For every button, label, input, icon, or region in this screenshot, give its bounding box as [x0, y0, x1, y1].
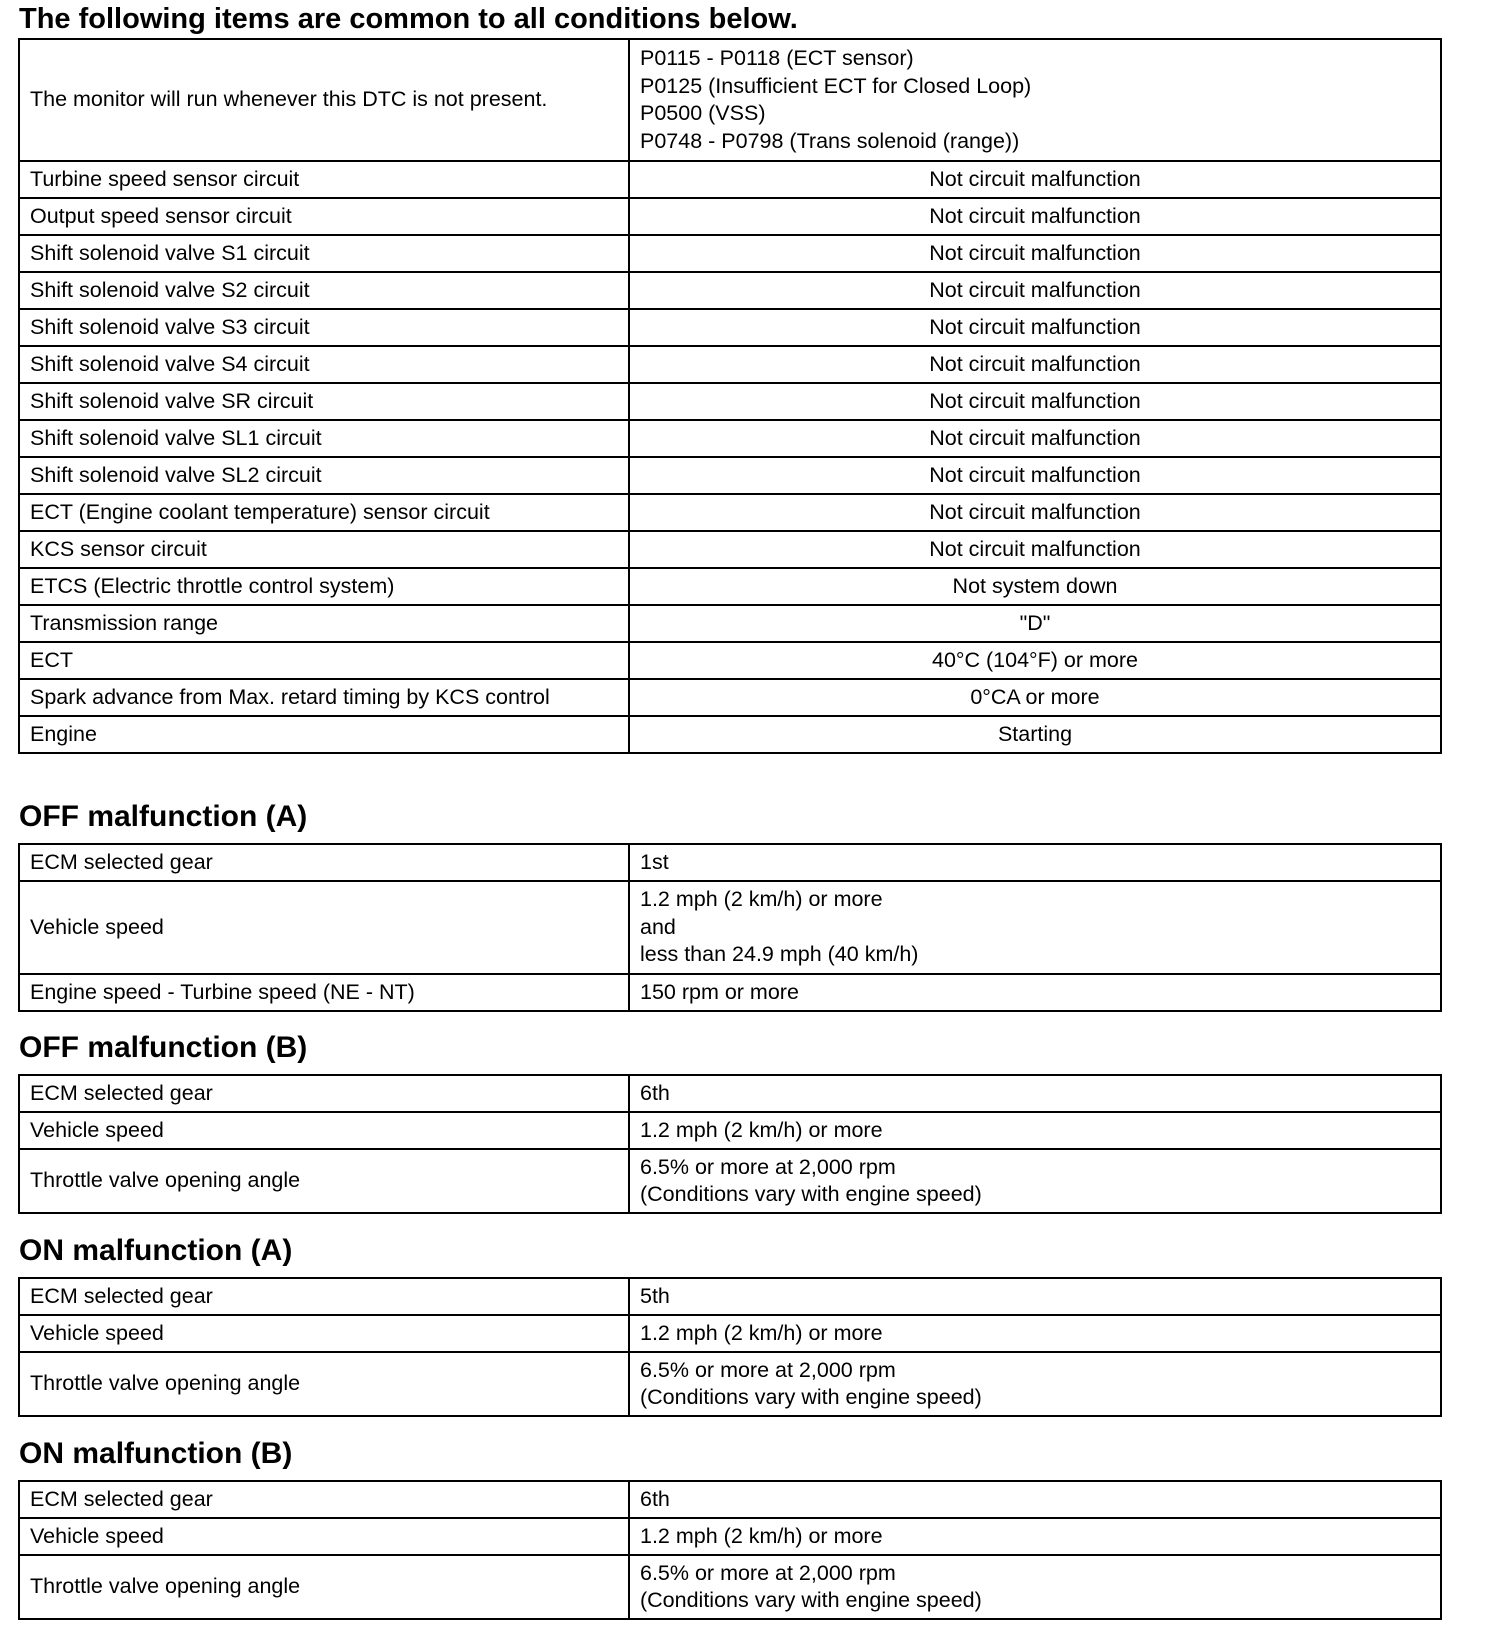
condition-label: ECM selected gear: [19, 1075, 629, 1112]
condition-value: [629, 1481, 1441, 1518]
condition-label: Spark advance from Max. retard timing by KCS control: [19, 679, 629, 716]
table-row: [19, 531, 1441, 568]
condition-value-line: (Conditions vary with engine speed): [640, 1588, 982, 1612]
condition-label: ECM selected gear: [19, 1481, 629, 1518]
off-malfunction-a-table: [18, 843, 1442, 1012]
table-row: [19, 1518, 1441, 1555]
condition-label: Throttle valve opening angle: [19, 1555, 629, 1619]
table-row: [19, 309, 1441, 346]
condition-label: Shift solenoid valve SL1 circuit: [19, 420, 629, 457]
table-row: [19, 1149, 1441, 1213]
condition-label: ETCS (Electric throttle control system): [19, 568, 629, 605]
table-row: [19, 198, 1441, 235]
off-malfunction-b-heading: OFF malfunction (B): [19, 1031, 308, 1064]
condition-value: [629, 1518, 1441, 1555]
condition-value: Not circuit malfunction: [629, 346, 1441, 383]
table-row: [19, 1075, 1441, 1112]
condition-value: Not circuit malfunction: [629, 531, 1441, 568]
condition-value: [629, 844, 1441, 881]
dtc-item: P0125 (Insufficient ECT for Closed Loop): [640, 73, 1032, 98]
condition-label: Throttle valve opening angle: [19, 1352, 629, 1416]
on-malfunction-b-heading: ON malfunction (B): [19, 1437, 293, 1470]
condition-value-line: 5th: [640, 1283, 670, 1308]
condition-value-line: (Conditions vary with engine speed): [640, 1385, 982, 1409]
table-row: [19, 844, 1441, 881]
dtc-item: P0500 (VSS): [640, 101, 766, 125]
table-row: [19, 1315, 1441, 1352]
condition-value: [629, 1112, 1441, 1149]
off-malfunction-a-heading: OFF malfunction (A): [19, 800, 308, 833]
condition-value-line: 6th: [640, 1080, 670, 1105]
table-row: [19, 1352, 1441, 1416]
common-conditions-table: [18, 38, 1442, 754]
condition-value-line: (Conditions vary with engine speed): [640, 1182, 982, 1206]
condition-label: Engine: [19, 716, 629, 753]
table-row: [19, 716, 1441, 753]
condition-value-line: 150 rpm or more: [640, 979, 799, 1004]
condition-label: ECM selected gear: [19, 1278, 629, 1315]
condition-value: Not circuit malfunction: [629, 198, 1441, 235]
condition-label: Shift solenoid valve S1 circuit: [19, 235, 629, 272]
condition-value-line: 1st: [640, 849, 669, 874]
condition-value-line: 1.2 mph (2 km/h) or more: [640, 1523, 883, 1548]
table-row: [19, 457, 1441, 494]
off-malfunction-b-table: [18, 1074, 1442, 1214]
condition-label: Transmission range: [19, 605, 629, 642]
condition-label: Vehicle speed: [19, 1315, 629, 1352]
condition-label: Vehicle speed: [19, 881, 629, 974]
condition-value-line: 1.2 mph (2 km/h) or more: [640, 887, 883, 912]
condition-value-line: 6.5% or more at 2,000 rpm: [640, 1560, 896, 1585]
table-row: [19, 161, 1441, 198]
table-row: [19, 568, 1441, 605]
condition-label: ECT (Engine coolant temperature) sensor circuit: [19, 494, 629, 531]
table-row: [19, 235, 1441, 272]
condition-value: Not circuit malfunction: [629, 272, 1441, 309]
condition-value-line: less than 24.9 mph (40 km/h): [640, 942, 919, 967]
condition-value: Not circuit malfunction: [629, 161, 1441, 198]
condition-value: Not system down: [629, 568, 1441, 605]
dtc-list: [629, 39, 1441, 161]
table-row: [19, 974, 1441, 1011]
dtc-item: P0115 - P0118 (ECT sensor): [640, 46, 914, 70]
common-conditions-heading: The following items are common to all conditions below.: [19, 3, 798, 35]
table-row: [19, 642, 1441, 679]
table-row: [19, 605, 1441, 642]
condition-label: Throttle valve opening angle: [19, 1149, 629, 1213]
condition-value: Not circuit malfunction: [629, 309, 1441, 346]
on-malfunction-b-table: [18, 1480, 1442, 1620]
table-row: [19, 383, 1441, 420]
condition-value: [629, 1149, 1441, 1213]
condition-value-line: 6th: [640, 1486, 670, 1511]
condition-value: Not circuit malfunction: [629, 457, 1441, 494]
condition-value: Not circuit malfunction: [629, 420, 1441, 457]
table-row: [19, 494, 1441, 531]
condition-label: Shift solenoid valve S2 circuit: [19, 272, 629, 309]
condition-label: KCS sensor circuit: [19, 531, 629, 568]
table-row: [19, 420, 1441, 457]
condition-label: ECM selected gear: [19, 844, 629, 881]
table-row: [19, 346, 1441, 383]
table-row: [19, 1112, 1441, 1149]
condition-value: Not circuit malfunction: [629, 235, 1441, 272]
condition-label: Shift solenoid valve S3 circuit: [19, 309, 629, 346]
condition-value: 0°CA or more: [629, 679, 1441, 716]
table-row: [19, 272, 1441, 309]
condition-label: Shift solenoid valve S4 circuit: [19, 346, 629, 383]
table-row: [19, 1278, 1441, 1315]
condition-label: Vehicle speed: [19, 1112, 629, 1149]
condition-label: Engine speed - Turbine speed (NE - NT): [19, 974, 629, 1011]
condition-value-line: 6.5% or more at 2,000 rpm: [640, 1154, 896, 1179]
dtc-item: P0748 - P0798 (Trans solenoid (range)): [640, 128, 1020, 153]
condition-value: Not circuit malfunction: [629, 494, 1441, 531]
table-row: [19, 881, 1441, 974]
condition-value: [629, 1315, 1441, 1352]
condition-value: [629, 974, 1441, 1011]
condition-value-line: and: [640, 914, 676, 939]
condition-value: "D": [629, 605, 1441, 642]
condition-label: Shift solenoid valve SL2 circuit: [19, 457, 629, 494]
condition-value-line: 1.2 mph (2 km/h) or more: [640, 1117, 883, 1142]
condition-value: [629, 1352, 1441, 1416]
table-row: [19, 1481, 1441, 1518]
condition-label: Output speed sensor circuit: [19, 198, 629, 235]
condition-value: [629, 1075, 1441, 1112]
condition-value-line: 1.2 mph (2 km/h) or more: [640, 1320, 883, 1345]
condition-value: [629, 1278, 1441, 1315]
condition-label: The monitor will run whenever this DTC is not present.: [19, 39, 629, 161]
condition-label: ECT: [19, 642, 629, 679]
on-malfunction-a-table: [18, 1277, 1442, 1417]
condition-label: Shift solenoid valve SR circuit: [19, 383, 629, 420]
condition-value: 40°C (104°F) or more: [629, 642, 1441, 679]
condition-label: Turbine speed sensor circuit: [19, 161, 629, 198]
table-row: [19, 679, 1441, 716]
on-malfunction-a-heading: ON malfunction (A): [19, 1234, 293, 1267]
condition-value: [629, 1555, 1441, 1619]
condition-label: Vehicle speed: [19, 1518, 629, 1555]
condition-value: Not circuit malfunction: [629, 383, 1441, 420]
condition-value-line: 6.5% or more at 2,000 rpm: [640, 1357, 896, 1382]
table-row: [19, 1555, 1441, 1619]
table-row: [19, 39, 1441, 161]
condition-value: [629, 881, 1441, 974]
condition-value: Starting: [629, 716, 1441, 753]
